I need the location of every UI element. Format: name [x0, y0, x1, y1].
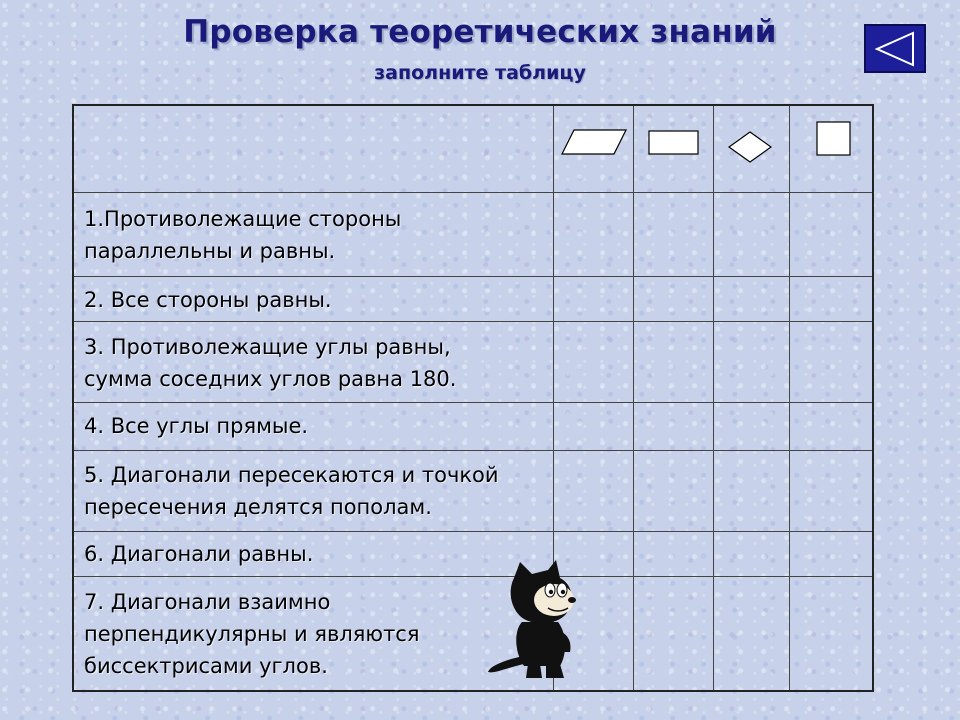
back-button[interactable] — [864, 24, 926, 73]
slide-title: Проверка теоретических знаний — [183, 14, 777, 50]
row-5-text: 5. Диагонали пересекаются и точкой пересечения делятся пополам. — [84, 463, 499, 519]
rhombus-icon — [728, 131, 772, 163]
cat-character-icon — [484, 560, 596, 682]
row-4-text: 4. Все углы прямые. — [84, 414, 309, 438]
row-1-text: 1.Противолежащие стороны параллельны и равны. — [84, 207, 402, 263]
row-6-text: 6. Диагонали равны. — [84, 542, 314, 566]
row-7-text: 7. Диагонали взаимно перпендикулярны и являются биссектрисами углов. — [84, 590, 420, 678]
properties-table — [72, 104, 874, 692]
triangle-left-icon — [873, 30, 917, 68]
rectangle-icon — [648, 130, 700, 156]
row-2-text: 2. Все стороны равны. — [84, 288, 332, 312]
row-3-text: 3. Противолежащие углы равны, сумма соседних углов равна 180. — [84, 335, 457, 391]
parallelogram-icon — [560, 128, 628, 156]
square-icon — [816, 121, 852, 157]
slide-subtitle: заполните таблицу — [374, 62, 586, 84]
